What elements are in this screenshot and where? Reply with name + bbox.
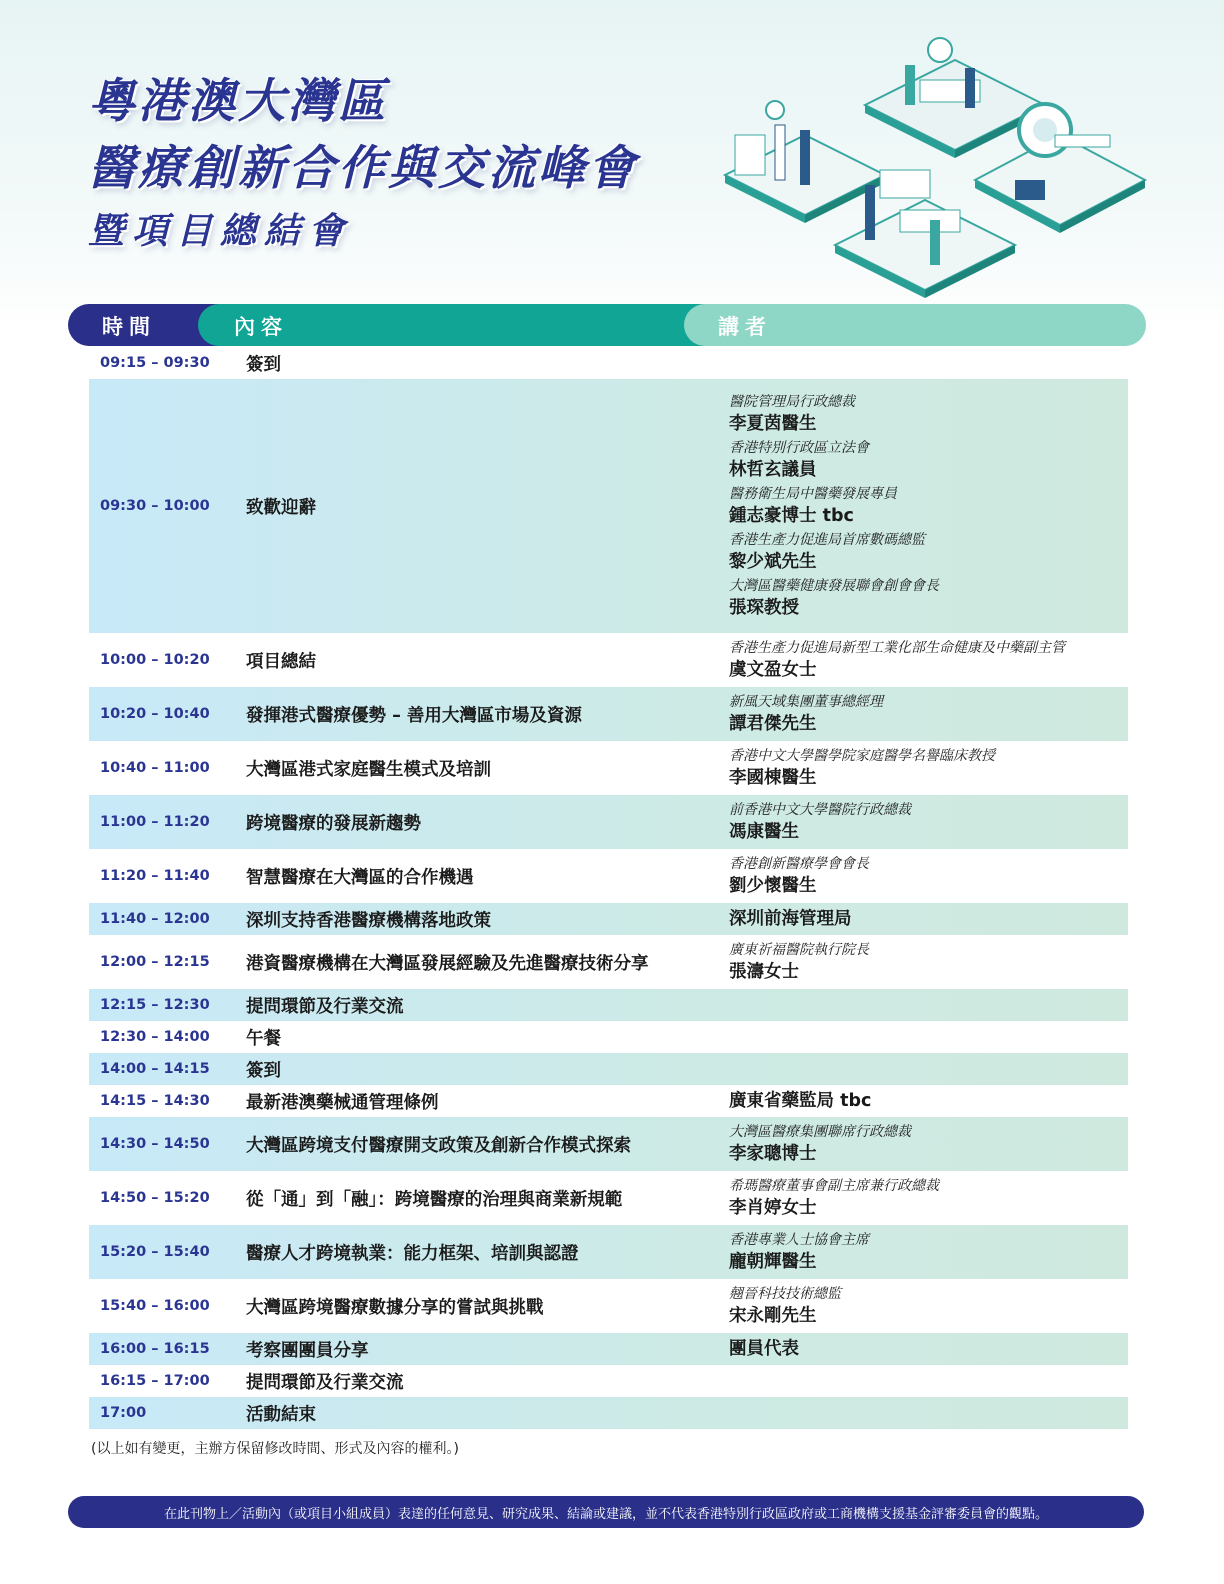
speaker bbox=[729, 529, 1128, 575]
speaker-title: 香港特別行政區立法會 bbox=[729, 440, 869, 456]
speaker bbox=[729, 1281, 1128, 1331]
event-title bbox=[88, 74, 638, 252]
session-topic: 智慧醫療在大灣區的合作機遇 bbox=[246, 867, 474, 888]
schedule-row bbox=[89, 935, 1128, 989]
speaker bbox=[729, 851, 1128, 901]
speaker bbox=[729, 1334, 1128, 1364]
speaker bbox=[729, 1119, 1128, 1169]
session-topic: 深圳支持香港醫療機構落地政策 bbox=[246, 910, 491, 931]
session-topic: 大灣區港式家庭醫生模式及培訓 bbox=[246, 759, 491, 780]
session-time: 16:00 – 16:15 bbox=[100, 1341, 210, 1357]
schedule-row bbox=[89, 633, 1128, 687]
speaker bbox=[729, 904, 1128, 934]
session-speakers bbox=[719, 635, 1128, 685]
speaker-name: 團員代表 bbox=[729, 1339, 799, 1359]
speaker-title: 大灣區醫療集團聯席行政總裁 bbox=[729, 1124, 911, 1140]
session-speakers bbox=[719, 937, 1128, 987]
speaker bbox=[729, 797, 1128, 847]
schedule-row bbox=[89, 1279, 1128, 1333]
schedule-row bbox=[89, 1365, 1128, 1397]
session-time: 11:00 – 11:20 bbox=[100, 814, 210, 830]
session-time: 10:40 – 11:00 bbox=[100, 760, 210, 776]
schedule-row bbox=[89, 795, 1128, 849]
session-time: 10:20 – 10:40 bbox=[100, 706, 210, 722]
lab-room-icon bbox=[725, 101, 885, 223]
session-time: 12:15 – 12:30 bbox=[100, 997, 210, 1013]
speaker-name: 李肖婷女士 bbox=[729, 1198, 817, 1218]
speaker-name: 張濤女士 bbox=[729, 962, 799, 982]
session-time: 14:15 – 14:30 bbox=[100, 1093, 210, 1109]
speaker bbox=[729, 483, 1128, 529]
speaker-name: 宋永剛先生 bbox=[729, 1306, 817, 1326]
speaker bbox=[729, 575, 1128, 621]
session-speakers bbox=[719, 1281, 1128, 1331]
operating-room-icon bbox=[865, 38, 1045, 158]
session-topic: 從「通」到「融」：跨境醫療的治理與商業新規範 bbox=[246, 1189, 623, 1210]
session-time: 17:00 bbox=[100, 1405, 147, 1421]
schedule-row bbox=[89, 687, 1128, 741]
schedule-row bbox=[89, 849, 1128, 903]
session-speakers bbox=[719, 689, 1128, 739]
speaker-title: 大灣區醫藥健康發展聯會創會會長 bbox=[729, 578, 939, 594]
session-speakers bbox=[719, 904, 1128, 934]
session-topic: 考察團團員分享 bbox=[246, 1340, 369, 1361]
speaker-title: 翹晉科技技術總監 bbox=[729, 1286, 841, 1302]
schedule-row bbox=[89, 1085, 1128, 1117]
header-content: 內容 bbox=[234, 315, 288, 339]
session-time: 15:40 – 16:00 bbox=[100, 1298, 210, 1314]
schedule-row bbox=[89, 1397, 1128, 1429]
session-topic: 簽到 bbox=[246, 354, 281, 375]
medical-illustration bbox=[715, 10, 1155, 300]
session-time: 14:30 – 14:50 bbox=[100, 1136, 210, 1152]
title-line-2: 醫療創新合作與交流峰會 bbox=[88, 141, 638, 196]
schedule-row bbox=[89, 347, 1128, 379]
speaker-title: 新風天域集團董事總經理 bbox=[729, 694, 883, 710]
schedule-table bbox=[89, 347, 1128, 1429]
speaker-title: 希瑪醫療董事會副主席兼行政總裁 bbox=[729, 1178, 939, 1194]
speaker bbox=[729, 1173, 1128, 1223]
session-topic: 項目總結 bbox=[246, 651, 316, 672]
schedule-row bbox=[89, 741, 1128, 795]
session-topic: 最新港澳藥械通管理條例 bbox=[246, 1092, 439, 1113]
session-time: 16:15 – 17:00 bbox=[100, 1373, 210, 1389]
session-speakers bbox=[719, 1334, 1128, 1364]
session-topic: 發揮港式醫療優勢 – 善用大灣區市場及資源 bbox=[246, 705, 582, 726]
session-speakers bbox=[719, 851, 1128, 901]
session-time: 15:20 – 15:40 bbox=[100, 1244, 210, 1260]
session-time: 11:40 – 12:00 bbox=[100, 911, 210, 927]
header-speaker: 講者 bbox=[718, 315, 772, 339]
speaker-name: 李家聰博士 bbox=[729, 1144, 817, 1164]
speaker-name: 廣東省藥監局 tbc bbox=[729, 1091, 872, 1111]
speaker-name: 譚君傑先生 bbox=[729, 714, 817, 734]
session-time: 11:20 – 11:40 bbox=[100, 868, 210, 884]
session-speakers bbox=[719, 743, 1128, 793]
session-time: 12:00 – 12:15 bbox=[100, 954, 210, 970]
title-line-1: 粵港澳大灣區 bbox=[88, 74, 388, 129]
speaker-title: 香港生產力促進局首席數碼總監 bbox=[729, 532, 925, 548]
speaker-title: 醫務衛生局中醫藥發展專員 bbox=[729, 486, 897, 502]
speaker-name: 龐朝輝醫生 bbox=[729, 1252, 817, 1272]
session-speakers bbox=[719, 1173, 1128, 1223]
schedule-row bbox=[89, 1171, 1128, 1225]
session-speakers bbox=[719, 1119, 1128, 1169]
speaker-name: 鍾志豪博士 tbc bbox=[729, 506, 854, 526]
session-time: 09:15 – 09:30 bbox=[100, 355, 210, 371]
session-topic: 港資醫療機構在大灣區發展經驗及先進醫療技術分享 bbox=[246, 953, 649, 974]
speaker-title: 香港中文大學醫學院家庭醫學名譽臨床教授 bbox=[729, 748, 995, 764]
session-topic: 致歡迎辭 bbox=[246, 497, 316, 518]
speaker-name: 林哲玄議員 bbox=[729, 460, 817, 480]
speaker-title: 前香港中文大學醫院行政總裁 bbox=[729, 802, 911, 818]
session-topic: 提問環節及行業交流 bbox=[246, 1372, 404, 1393]
session-time: 14:50 – 15:20 bbox=[100, 1190, 210, 1206]
speaker bbox=[729, 391, 1128, 437]
session-topic: 活動結束 bbox=[246, 1404, 316, 1425]
speaker bbox=[729, 1227, 1128, 1277]
session-topic: 大灣區跨境醫療數據分享的嘗試與挑戰 bbox=[246, 1297, 544, 1318]
session-topic: 提問環節及行業交流 bbox=[246, 996, 404, 1017]
speaker-name: 李國棟醫生 bbox=[729, 768, 817, 788]
session-time: 14:00 – 14:15 bbox=[100, 1061, 210, 1077]
session-speakers bbox=[719, 1227, 1128, 1277]
session-time: 10:00 – 10:20 bbox=[100, 652, 210, 668]
session-topic: 醫療人才跨境執業：能力框架、培訓與認證 bbox=[246, 1243, 579, 1264]
schedule-row bbox=[89, 1117, 1128, 1171]
session-speakers bbox=[719, 1086, 1128, 1116]
speaker-name: 黎少斌先生 bbox=[729, 552, 817, 572]
speaker-title: 醫院管理局行政總裁 bbox=[729, 394, 855, 410]
speaker-name: 馮康醫生 bbox=[729, 822, 799, 842]
speaker-title: 香港創新醫療學會會長 bbox=[729, 856, 869, 872]
schedule-row bbox=[89, 379, 1128, 633]
session-speakers bbox=[719, 797, 1128, 847]
speaker bbox=[729, 937, 1128, 987]
title-line-3: 暨項目總結會 bbox=[88, 211, 353, 252]
schedule-row bbox=[89, 903, 1128, 935]
session-topic: 大灣區跨境支付醫療開支政策及創新合作模式探索 bbox=[246, 1135, 631, 1156]
speaker bbox=[729, 743, 1128, 793]
footer-disclaimer: 在此刊物上／活動內（或項目小組成員）表達的任何意見、研究成果、結論或建議，並不代表香港特別行政區政府或工商機構支援基金評審委員會的觀點。 bbox=[68, 1496, 1144, 1528]
schedule-row bbox=[89, 1021, 1128, 1053]
speaker-title: 廣東祈福醫院執行院長 bbox=[729, 942, 869, 958]
speaker-name: 虞文盈女士 bbox=[729, 660, 817, 680]
session-time: 09:30 – 10:00 bbox=[100, 498, 210, 514]
schedule-row bbox=[89, 1053, 1128, 1085]
session-speakers bbox=[719, 391, 1128, 621]
header-time: 時間 bbox=[102, 315, 156, 339]
speaker-name: 深圳前海管理局 bbox=[729, 909, 852, 929]
schedule-row bbox=[89, 989, 1128, 1021]
speaker bbox=[729, 437, 1128, 483]
session-topic: 跨境醫療的發展新趨勢 bbox=[246, 813, 421, 834]
speaker bbox=[729, 635, 1128, 685]
speaker bbox=[729, 1086, 1128, 1116]
speaker-title: 香港生產力促進局新型工業化部生命健康及中藥副主管 bbox=[729, 640, 1065, 656]
schedule-row bbox=[89, 1225, 1128, 1279]
session-topic: 簽到 bbox=[246, 1060, 281, 1081]
disclaimer-note: (以上如有變更，主辦方保留修改時間、形式及內容的權利。) bbox=[91, 1441, 459, 1457]
speaker-name: 張琛教授 bbox=[729, 598, 799, 618]
session-time: 12:30 – 14:00 bbox=[100, 1029, 210, 1045]
speaker-name: 劉少懷醫生 bbox=[729, 876, 817, 896]
schedule-header bbox=[68, 304, 1146, 346]
speaker-name: 李夏茵醫生 bbox=[729, 414, 817, 434]
speaker-title: 香港專業人士協會主席 bbox=[729, 1232, 869, 1248]
schedule-row bbox=[89, 1333, 1128, 1365]
speaker bbox=[729, 689, 1128, 739]
session-topic: 午餐 bbox=[246, 1028, 281, 1049]
